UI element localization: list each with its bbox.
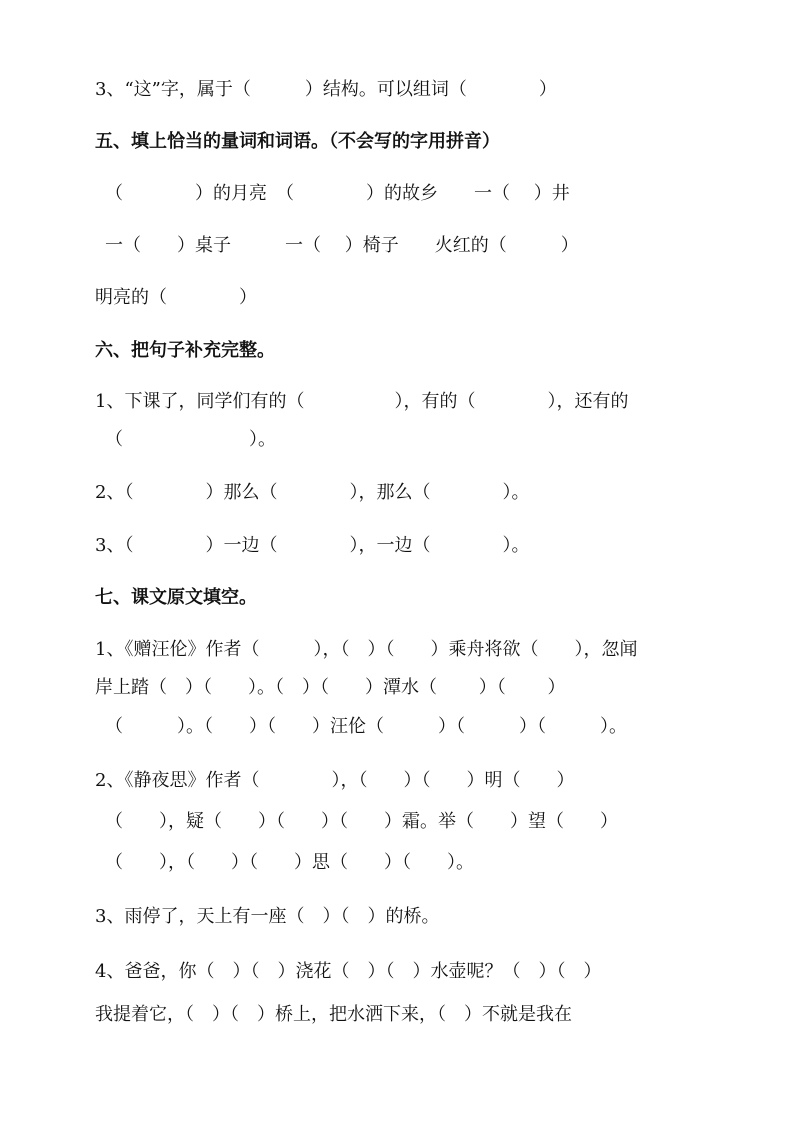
poem-1-line-1: 1、《赠汪伦》作者（ ），（ ）（ ）乘舟将欲（ ），忽闻 bbox=[95, 639, 638, 660]
sentence-2: 2、（ ）那么（ ），那么（ ）。 bbox=[95, 482, 530, 503]
q3-zhe-structure: 3、“这”字，属于（ ）结构。可以组词（ ） bbox=[95, 79, 557, 100]
sentence-1-line-2: （ ）。 bbox=[105, 429, 276, 450]
rainbow-sentence: 3、雨停了，天上有一座（ ）（ ）的桥。 bbox=[95, 906, 440, 927]
section-7-heading: 七、课文原文填空。 bbox=[95, 587, 257, 608]
measure-words-row-3: 明亮的（ ） bbox=[95, 287, 257, 308]
poem-2-line-2: （ ），疑（ ）（ ）（ ）霜。举（ ）望（ ） bbox=[105, 811, 618, 832]
passage-4-line-2: 我提着它，（ ）（ ）桥上，把水洒下来，（ ）不就是我在 bbox=[95, 1004, 572, 1025]
poem-1-line-2: 岸上踏（ ）（ ）。（ ）（ ）潭水（ ）（ ） bbox=[95, 677, 566, 698]
section-6-heading: 六、把句子补充完整。 bbox=[95, 340, 275, 361]
measure-words-row-1: （ ）的月亮 （ ）的故乡 一（ ）井 bbox=[105, 183, 570, 204]
sentence-1-line-1: 1、下课了，同学们有的（ ），有的（ ），还有的 bbox=[95, 391, 629, 412]
measure-words-row-2: 一（ ）桌子 一（ ）椅子 火红的（ ） bbox=[105, 235, 579, 256]
passage-4-line-1: 4、爸爸，你（ ）（ ）浇花（ ）（ ）水壶呢？（ ）（ ） bbox=[95, 961, 602, 982]
poem-1-line-3: （ ）。（ ）（ ）汪伦（ ）（ ）（ ）。 bbox=[105, 716, 627, 737]
section-5-heading: 五、填上恰当的量词和词语。（不会写的字用拼音） bbox=[95, 131, 500, 152]
poem-2-line-1: 2、《静夜思》作者（ ），（ ）（ ）明（ ） bbox=[95, 770, 575, 791]
poem-2-line-3: （ ），（ ）（ ）思（ ）（ ）。 bbox=[105, 852, 474, 873]
sentence-3: 3、（ ）一边（ ），一边（ ）。 bbox=[95, 535, 530, 556]
